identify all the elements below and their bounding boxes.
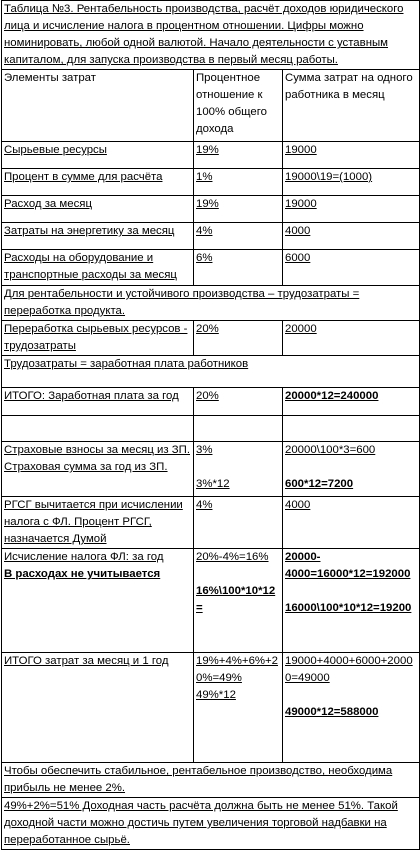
cell-pct <box>194 223 283 250</box>
row-processing-pct: 20% <box>196 323 219 335</box>
table-row-empty <box>2 416 420 442</box>
cell-note <box>2 798 420 850</box>
cell-note <box>2 763 420 798</box>
cell-label <box>2 142 194 169</box>
row-tax-pct-2: 16%\100*10*12= <box>196 585 276 614</box>
table-row <box>2 321 420 356</box>
row-insurance-sum-month: 20000\100*3=600 <box>285 444 376 456</box>
table-header-row <box>2 70 420 142</box>
cell-empty <box>2 416 194 442</box>
cell-label <box>2 169 194 196</box>
cell-label <box>2 250 194 286</box>
table-title-text: Таблица №3. Рентабельность производства, расчёт доходов юридического лица и исчисление налога в процентном отношении. Цифры можно номинировать, любой одной валютой. Начало деятельности с уставным капиталом, для запуска производства в первый месяц работы. <box>4 3 404 66</box>
row-raw-label: Сырьевые ресурсы <box>4 144 107 156</box>
cell-label <box>2 321 194 356</box>
row-tax-sum-2: 16000\100*10*12=19200 <box>285 602 412 614</box>
labor-note-text: Трудозатраты = заработная плата работников <box>4 358 249 370</box>
row-energy-pct: 4% <box>196 225 213 237</box>
row-tax-label: Исчисление налога ФЛ: за год <box>4 551 164 563</box>
row-rgsg-sum: 4000 <box>285 499 311 511</box>
row-processing-sum: 20000 <box>285 323 317 335</box>
cell-empty <box>194 416 283 442</box>
cell-pct <box>194 321 283 356</box>
cell-pct <box>194 497 283 549</box>
row-rgsg-label: РГСГ вычитается при исчислении налога с ФЛ. Процент РГСГ, назначается Думой <box>4 499 183 545</box>
cell-sum <box>283 223 420 250</box>
row-total-label: ИТОГО затрат за месяц и 1 год <box>4 655 169 667</box>
cell-pct <box>194 169 283 196</box>
row-insurance-label-year: Страховая сумма за год из ЗП. <box>4 461 168 473</box>
table-row <box>2 142 420 169</box>
cell-label <box>2 196 194 223</box>
row-equipment-pct: 6% <box>196 252 213 264</box>
row-raw-pct: 19% <box>196 144 219 156</box>
row-tax-pct-1: 20%-4%=16% <box>196 551 269 563</box>
table-row <box>2 196 420 223</box>
header-cell-percent <box>194 70 283 142</box>
cell-pct <box>194 549 283 653</box>
table-title <box>2 1 420 70</box>
cell-note <box>2 356 420 388</box>
row-tax-sum-1: 20000-4000=16000*12=192000 <box>285 551 411 580</box>
cell-note <box>2 286 420 321</box>
cell-pct <box>194 250 283 286</box>
row-equipment-sum: 6000 <box>285 252 311 264</box>
header-sum-text: Сумма затрат на одного работника в месяц <box>285 72 413 101</box>
row-rgsg-pct: 4% <box>196 499 213 511</box>
cell-label <box>2 549 194 653</box>
table-row <box>2 356 420 388</box>
table-row <box>2 497 420 549</box>
cell-pct <box>194 142 283 169</box>
profitability-table <box>1 0 420 850</box>
cell-sum <box>283 169 420 196</box>
line-gap <box>196 459 280 476</box>
row-salary-pct: 20% <box>196 390 219 402</box>
table-row <box>2 223 420 250</box>
cell-label <box>2 442 194 497</box>
row-equipment-label: Расходы на оборудование и транспортные расходы за месяц <box>4 252 177 281</box>
cell-pct <box>194 442 283 497</box>
row-percent-sum: 19000\19=(1000) <box>285 171 373 183</box>
cell-sum <box>283 497 420 549</box>
header-cell-elements <box>2 70 194 142</box>
cell-label <box>2 653 194 763</box>
footer-note-profit: Чтобы обеспечить стабильное, рентабельное производство, необходима прибыль не менее 2%. <box>4 765 393 794</box>
cell-sum <box>283 321 420 356</box>
cell-sum <box>283 388 420 416</box>
row-monthly-pct: 19% <box>196 198 219 210</box>
table-row <box>2 549 420 653</box>
row-insurance-pct-year: 3%*12 <box>196 478 230 490</box>
cell-sum <box>283 653 420 763</box>
row-raw-sum: 19000 <box>285 144 317 156</box>
cell-sum <box>283 549 420 653</box>
row-salary-label: ИТОГО: Заработная плата за год <box>4 390 179 402</box>
header-percent-text: Процентное отношение к 100% общего дохода <box>196 72 267 135</box>
cell-pct <box>194 196 283 223</box>
table-row <box>2 250 420 286</box>
sustain-note-text: Для рентабельности и устойчивого производства – трудозатраты = переработка продукта. <box>4 288 360 317</box>
line-gap <box>285 687 417 704</box>
row-total-sum-1: 19000+4000+6000+20000=49000 <box>285 655 413 684</box>
cell-label <box>2 497 194 549</box>
row-total-pct-1: 19%+4%+6%+20%=49% <box>196 655 279 684</box>
row-energy-sum: 4000 <box>285 225 311 237</box>
row-total-pct-2: 49%*12 <box>196 689 236 701</box>
cell-label <box>2 388 194 416</box>
row-monthly-sum: 19000 <box>285 198 317 210</box>
cell-sum <box>283 250 420 286</box>
row-monthly-label: Расход за месяц <box>4 198 92 210</box>
row-total-sum-2: 49000*12=588000 <box>285 706 379 718</box>
table-row <box>2 169 420 196</box>
cell-sum <box>283 442 420 497</box>
row-processing-label: Переработка сырьевых ресурсов - трудозатраты <box>4 323 188 352</box>
cell-sum <box>283 142 420 169</box>
row-tax-label-bold: В расходах не учитывается <box>4 568 161 580</box>
cell-label <box>2 223 194 250</box>
row-insurance-sum-year: 600*12=7200 <box>285 478 354 490</box>
table-row <box>2 388 420 416</box>
line-gap <box>285 459 417 476</box>
table-row <box>2 763 420 798</box>
row-energy-label: Затраты на энергетику за месяц <box>4 225 175 237</box>
line-gap <box>196 566 280 583</box>
cell-empty <box>283 416 420 442</box>
footer-note-income: 49%+2%=51% Доходная часть расчёта должна быть не менее 51%. Такой доходной части можно достичь путем увеличения торговой надбавки на переработанное сырьё. <box>4 800 398 846</box>
row-insurance-label-month: Страховые взносы за месяц из ЗП. <box>4 444 190 456</box>
table-title-row <box>2 1 420 70</box>
row-percent-label: Процент в сумме для расчёта <box>4 171 163 183</box>
table-row <box>2 286 420 321</box>
row-percent-pct: 1% <box>196 171 213 183</box>
table-row <box>2 798 420 850</box>
cell-pct <box>194 653 283 763</box>
table-row <box>2 442 420 497</box>
row-insurance-pct-month: 3% <box>196 444 213 456</box>
line-gap <box>285 583 417 600</box>
cell-sum <box>283 196 420 223</box>
header-cell-sum <box>283 70 420 142</box>
table-row <box>2 653 420 763</box>
header-elements-text: Элементы затрат <box>4 72 96 84</box>
cell-pct <box>194 388 283 416</box>
row-salary-sum: 20000*12=240000 <box>285 390 379 402</box>
